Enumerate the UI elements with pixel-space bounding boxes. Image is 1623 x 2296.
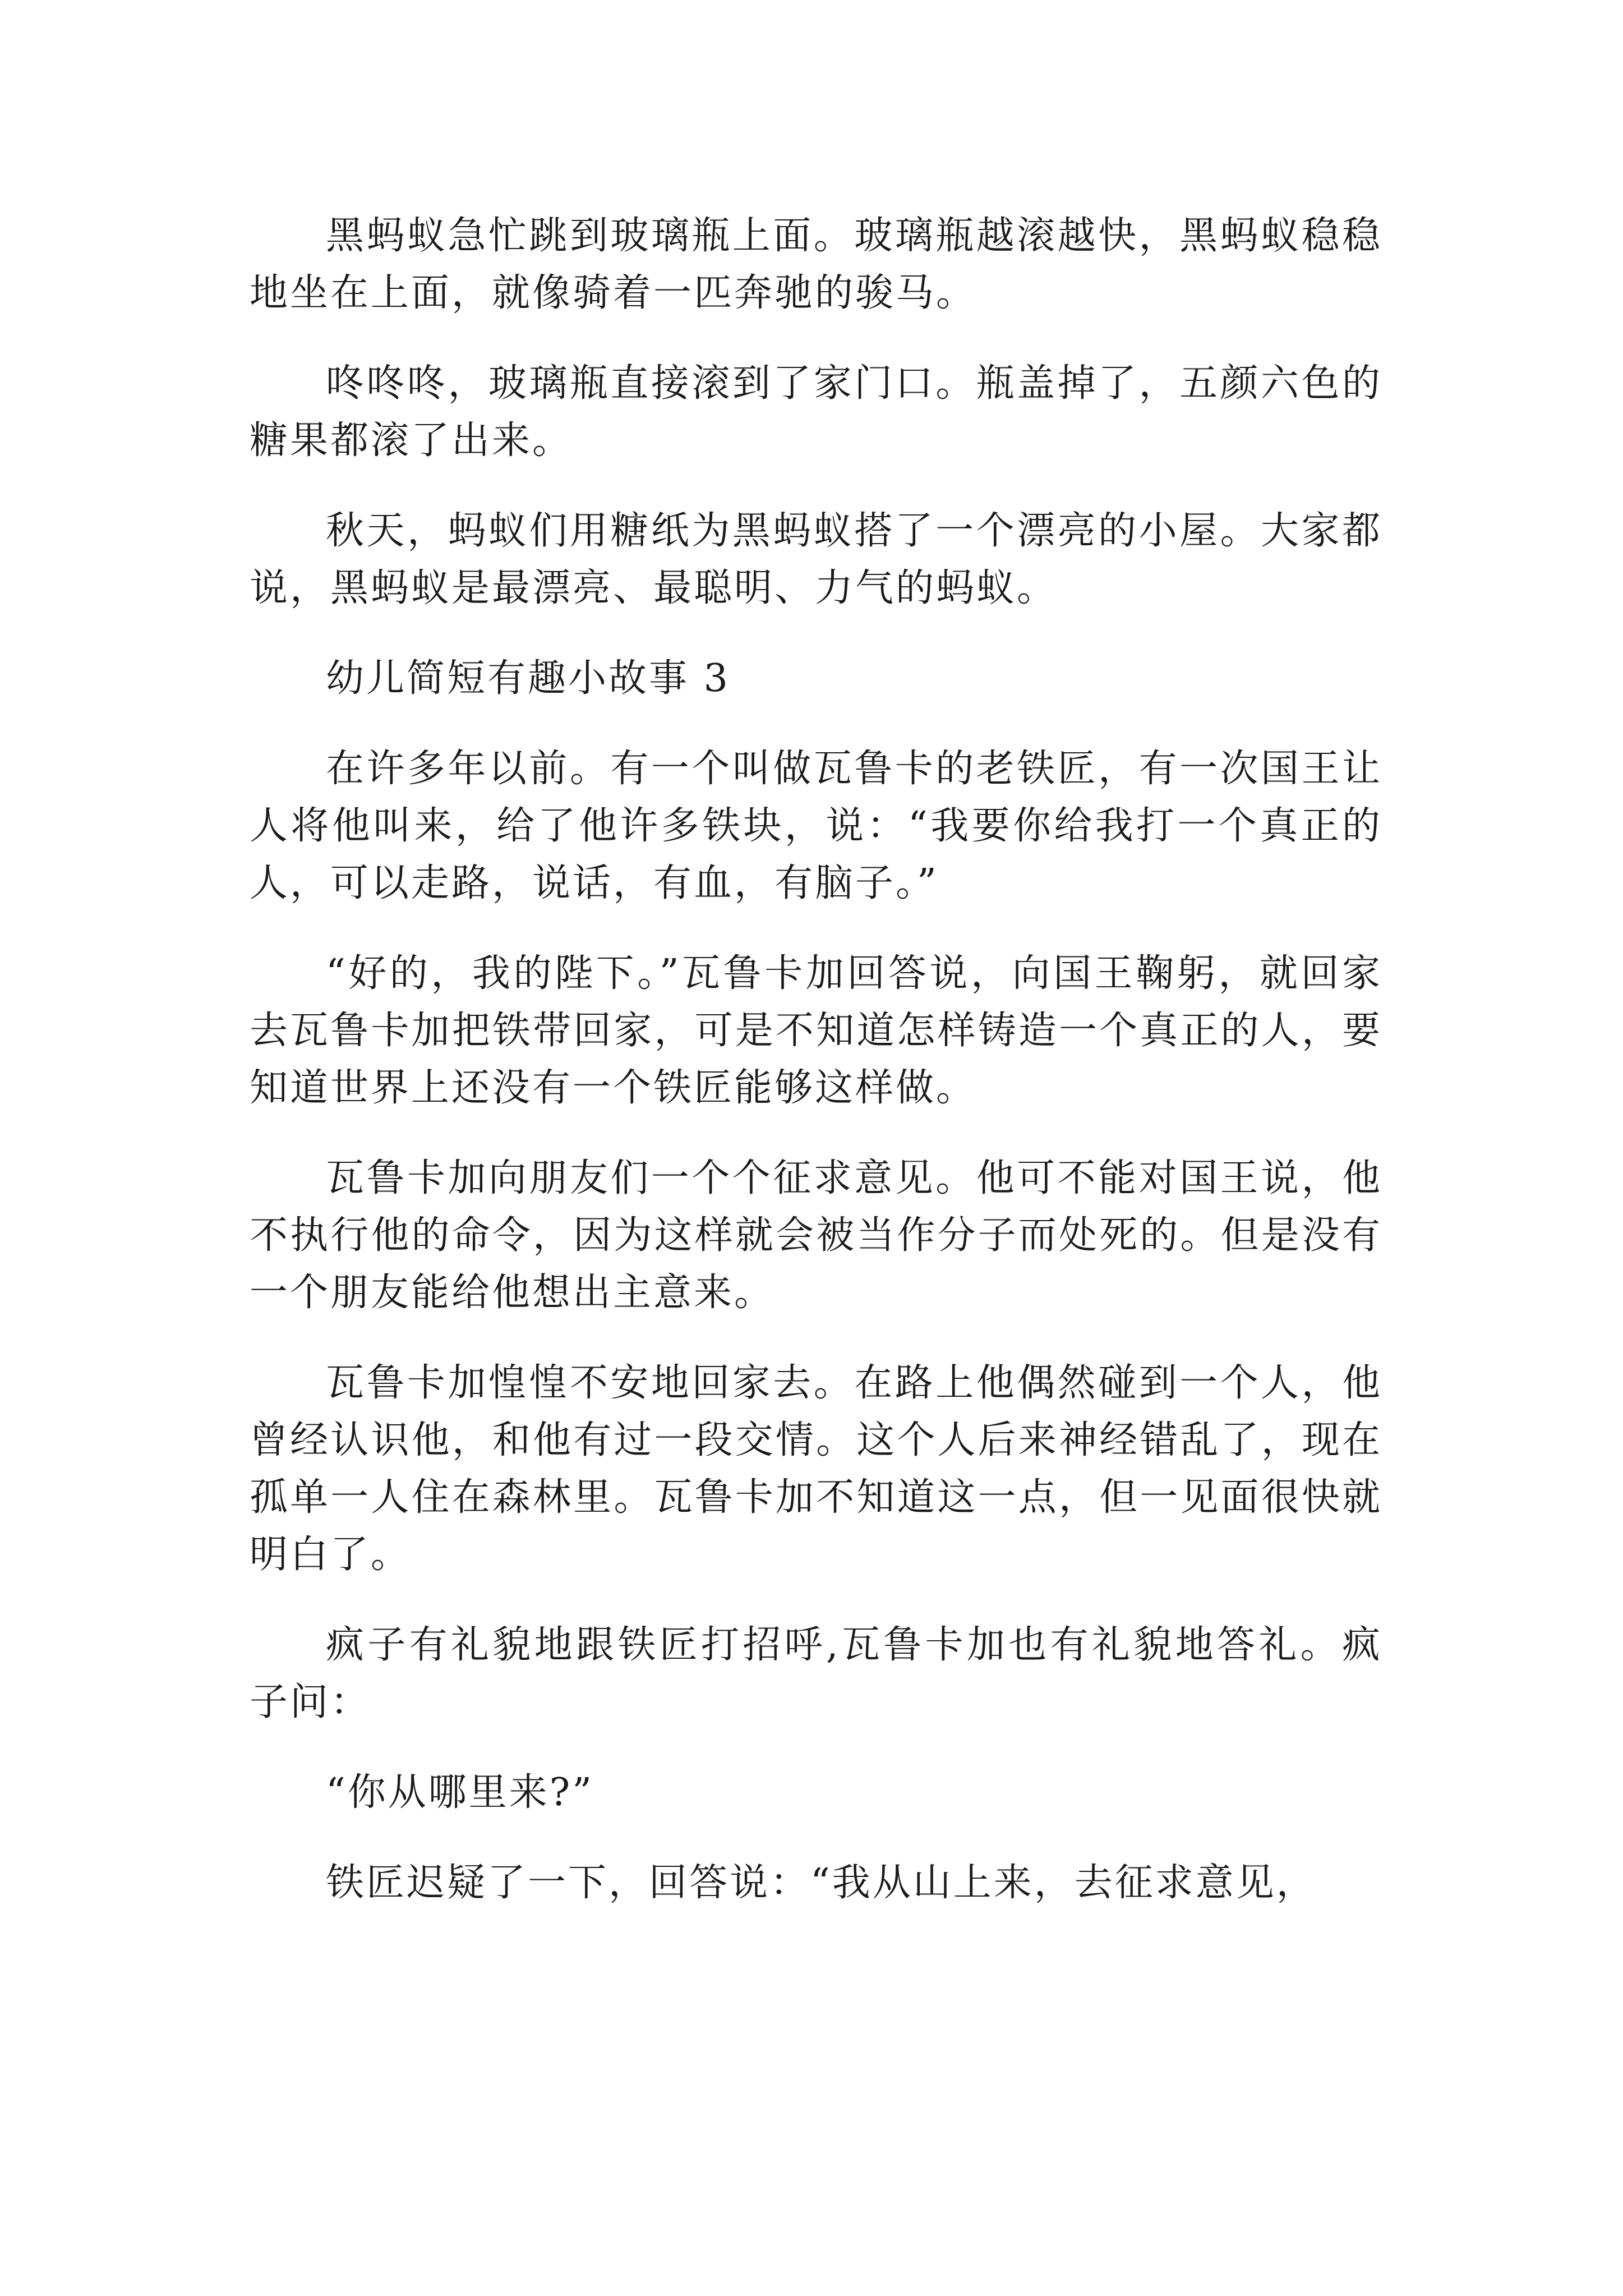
paragraph: “你从哪里来?” bbox=[326, 1770, 594, 1815]
paragraph: 秋天，蚂蚁们用糖纸为黑蚂蚁搭了一个漂亮的小屋。大家都说，黑蚂蚁是最漂亮、最聪明、力气的蚂蚁。 bbox=[250, 509, 1382, 610]
paragraph: 瓦鲁卡加惶惶不安地回家去。在路上他偶然碰到一个人，他曾经认识他，和他有过一段交情。这个人后来神经错乱了，现在孤单一人住在森林里。瓦鲁卡加不知道这一点，但一见面很快就明白了。 bbox=[250, 1361, 1382, 1577]
paragraph: 疯子有礼貌地跟铁匠打招呼,瓦鲁卡加也有礼貌地答礼。疯子问： bbox=[250, 1623, 1382, 1724]
paragraph: 铁匠迟疑了一下，回答说：“我从山上来，去征求意见， bbox=[326, 1861, 1317, 1905]
paragraph: 瓦鲁卡加向朋友们一个个征求意见。他可不能对国王说，他不执行他的命令，因为这样就会被当作分子而处死的。但是没有一个朋友能给他想出主意来。 bbox=[250, 1156, 1382, 1315]
document-page bbox=[250, 208, 1382, 1945]
paragraph: “好的，我的陛下。”瓦鲁卡加回答说，向国王鞠躬，就回家去瓦鲁卡加把铁带回家，可是不知道怎样铸造一个真正的人，要知道世界上还没有一个铁匠能够这样做。 bbox=[250, 951, 1382, 1110]
paragraph: 黑蚂蚁急忙跳到玻璃瓶上面。玻璃瓶越滚越快，黑蚂蚁稳稳地坐在上面，就像骑着一匹奔驰的骏马。 bbox=[250, 214, 1382, 315]
paragraph: 咚咚咚，玻璃瓶直接滚到了家门口。瓶盖掉了，五颜六色的糖果都滚了出来。 bbox=[250, 361, 1382, 463]
paragraph: 在许多年以前。有一个叫做瓦鲁卡的老铁匠，有一次国王让人将他叫来，给了他许多铁块，说：“我要你给我打一个真正的人，可以走路，说话，有血，有脑子。” bbox=[250, 747, 1382, 905]
section-heading: 幼儿简短有趣小故事 3 bbox=[326, 656, 730, 701]
